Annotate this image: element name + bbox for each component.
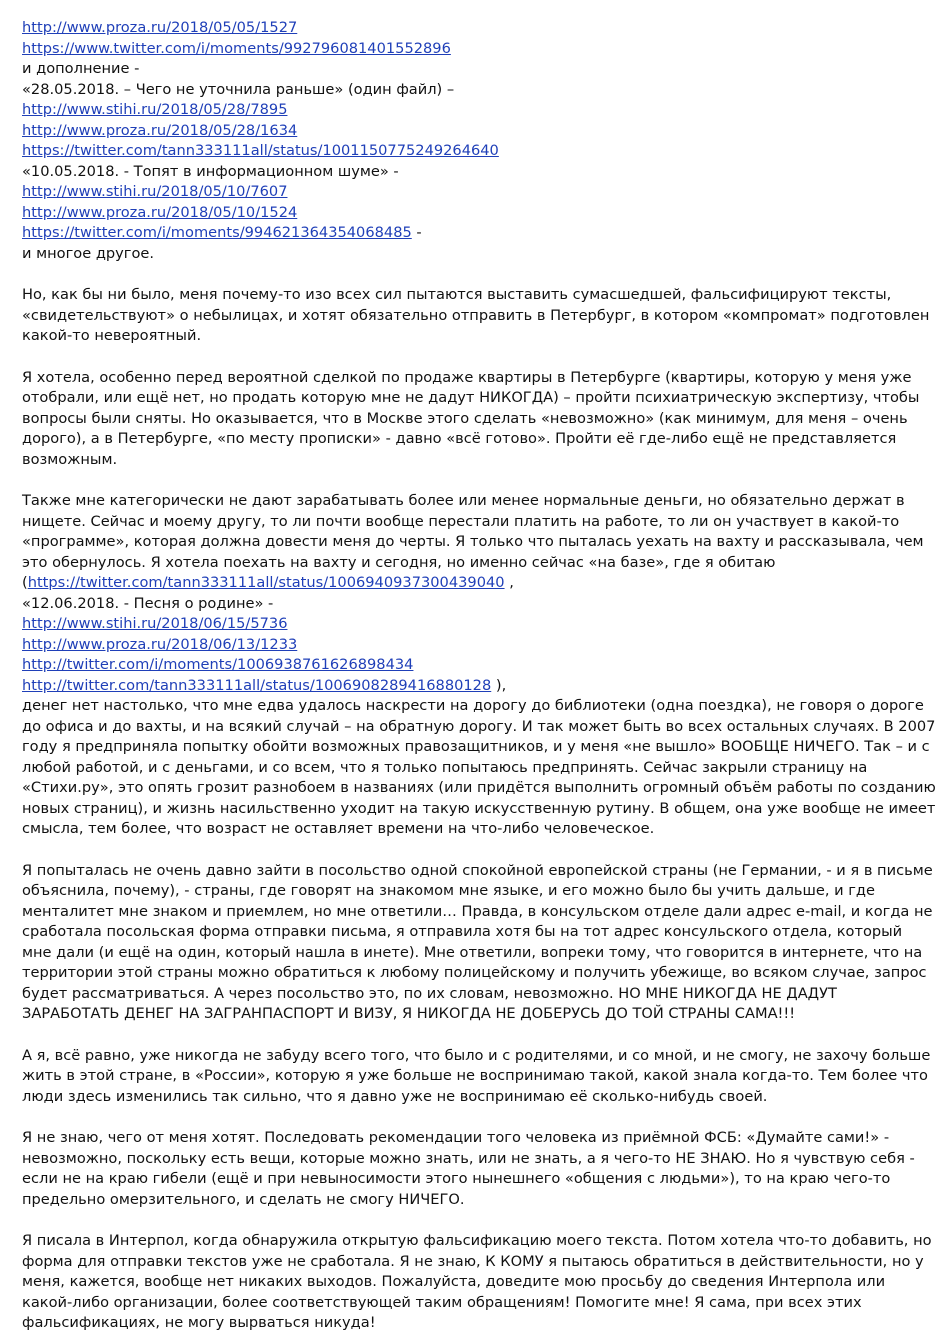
paragraph-3: Также мне категорически не дают зарабатывать более или менее нормальные деньги, но обязательно держат в нищете. Сейчас и моему другу, то ли почти вообще перестали платить на работе, то ли он участвует в какой-то «программе», которая должна довести меня до черты. Я только что пыталась уехать на вахту и рассказывала, чем это обернулось. Я хотела поехать на вахту и сегодня, но именно сейчас «на базе», где я обитаю <box>22 492 924 571</box>
link-twitter-status-1006940[interactable]: https://twitter.com/tann333111all/status/1006940937300439040 <box>27 574 505 591</box>
link-tail-dash: - <box>411 224 422 241</box>
link-proza-20180510[interactable]: http://www.proza.ru/2018/05/10/1524 <box>22 203 298 221</box>
link-twitter-moments-994621[interactable]: https://twitter.com/i/moments/994621364354068485 <box>22 224 412 241</box>
link-stihi-20180528[interactable]: http://www.stihi.ru/2018/05/28/7895 <box>22 101 288 118</box>
paragraph-5: Я попыталась не очень давно зайти в посольство одной спокойной европейской страны (не Германии, - и я в письме объяснила, почему), - страны, где говорят на знакомом мне языке, и его можно было бы учить дальше, и где менталитет мне знаком и приемлем, но мне ответили… Правда, в консульском отделе дали адрес e-mail, и когда не сработала посольская форма отправки письма, я отправила хотя бы на тот адрес консульского отдела, который мне дали (и ещё на один, который нашла в инете). Мне ответили, вопреки тому, что говорится в интернете, что на территории этой страны можно обратиться к любому полицейскому и получить убежище, во всяком случае, запрос будет рассматриваться. А через посольство это, по их словам, невозможно. НО МНЕ НИКОГДА НЕ ДАДУТ ЗАРАБОТАТЬ ДЕНЕГ НА ЗАГРАНПАСПОРТ И ВИЗУ, Я НИКОГДА НЕ ДОБЕРУСЬ ДО ТОЙ СТРАНЫ САМА!!! <box>22 861 933 1022</box>
link-tail-comma: , <box>504 574 514 591</box>
links-block-2 <box>22 573 936 696</box>
paragraph-4: денег нет настолько, что мне едва удалось наскрести на дорогу до библиотеки (одна поездка), не говоря о дороге до офиса и до вахты, и на всякий случай – на обратную дорогу. И так может быть во всех остальных случаях. В 2007 году я предприняла попытку обойти возможных правозащитников, и у меня «не вышло» ВООБЩЕ НИЧЕГО. Так – и с любой работой, и с деньгами, и со всем, что я только попытаюсь предпринять. Сейчас закрыли страницу на «Стихи.ру», это опять грозит разнобоем в названиях (или придётся выполнить огромный объём работы по созданию новых страниц), и жизнь насильственно уходит на такую искусственную рутину. В общем, она уже вообще не имеет смысла, тем более, что возраст не оставляет времени на что-либо человеческое. <box>22 697 936 837</box>
link-twitter-status-1001150[interactable]: https://twitter.com/tann333111all/status/1001150775249264640 <box>22 142 499 159</box>
paragraph-6: А я, всё равно, уже никогда не забуду всего того, что было и с родителями, и со мной, и не смогу, не захочу больше жить в этой стране, в «России», которую я уже больше не воспринимаю такой, какой знала когда-то. Тем более что люди здесь изменились так сильно, что я давно уже не воспринимаю её сколько-нибудь своей. <box>22 1046 931 1105</box>
paragraph-2: Я хотела, особенно перед вероятной сделкой по продаже квартиры в Петербурге (квартиры, которую у меня уже отобрали, или ещё нет, но продать которую мне не дадут НИКОГДА) – пройти психиатрическую экспертизу, чтобы вопросы были сняты. Но оказывается, что в Москве этого сделать «невозможно» (как минимум, для меня – очень дорого), а в Петербурге, «по месту прописки» - давно «всё готово». Пройти её где-либо ещё не представляется возможным. <box>22 368 920 468</box>
link-twitter-moments-992796[interactable]: https://www.twitter.com/i/moments/992796081401552896 <box>22 39 451 57</box>
text-title-10-05: «10.05.2018. - Топят в информационном шуме» - <box>22 162 399 180</box>
link-twitter-moments-1006938[interactable]: http://twitter.com/i/moments/1006938761626898434 <box>22 656 414 673</box>
text-and-more: и многое другое. <box>22 244 155 262</box>
text-title-28-05: «28.05.2018. – Чего не уточнила раньше» (один файл) – <box>22 80 455 98</box>
link-twitter-status-1006908[interactable]: http://twitter.com/tann333111all/status/1006908289416880128 <box>22 676 492 694</box>
link-tail-close-paren: ), <box>491 676 507 694</box>
link-proza-20180505[interactable]: http://www.proza.ru/2018/05/05/1527 <box>22 19 298 36</box>
paragraph-1: Но, как бы ни было, меня почему-то изо всех сил пытаются выставить сумасшедшей, фальсифицируют тексты, «свидетельствуют» о небылицах, и хотят обязательно отправить в Петербург, в котором «компромат» подготовлен какой-то невероятный. <box>22 286 930 344</box>
links-block-1 <box>22 18 936 264</box>
paragraph-8: Я писала в Интерпол, когда обнаружила открытую фальсификацию моего текста. Потом хотела что-то добавить, но форма для отправки текстов уже не сработала. Я не знаю, К КОМУ я пытаюсь обратиться в действительности, но у меня, кажется, вообще нет никаких выходов. Пожалуйста, доведите мою просьбу до сведения Интерпола или какой-либо организации, более соответствующей таким обращениям! Помогите мне! Я сама, при всех этих фальсификациях, не могу вырваться никуда! <box>22 1232 932 1331</box>
link-stihi-20180615[interactable]: http://www.stihi.ru/2018/06/15/5736 <box>22 615 288 632</box>
link-stihi-20180510[interactable]: http://www.stihi.ru/2018/05/10/7607 <box>22 183 288 200</box>
link-proza-20180613[interactable]: http://www.proza.ru/2018/06/13/1233 <box>22 635 298 653</box>
paragraph-7: Я не знаю, чего от меня хотят. Последовать рекомендации того человека из приёмной ФСБ: «Думайте сами!» - невозможно, поскольку есть вещи, которые можно знать, или не знать, а я чего-то НЕ ЗНАЮ. Но я чувствую себя - если не на краю гибели (ещё и при невыносимости этого нынешнего «общения с людьми»), то на краю чего-то предельно омерзительного, и сделать не смогу НИЧЕГО. <box>22 1129 915 1208</box>
text-addition: и дополнение - <box>22 60 140 77</box>
open-paren: ( <box>22 574 28 591</box>
text-title-12-06: «12.06.2018. - Песня о родине» - <box>22 594 274 612</box>
link-proza-20180528[interactable]: http://www.proza.ru/2018/05/28/1634 <box>22 121 298 139</box>
